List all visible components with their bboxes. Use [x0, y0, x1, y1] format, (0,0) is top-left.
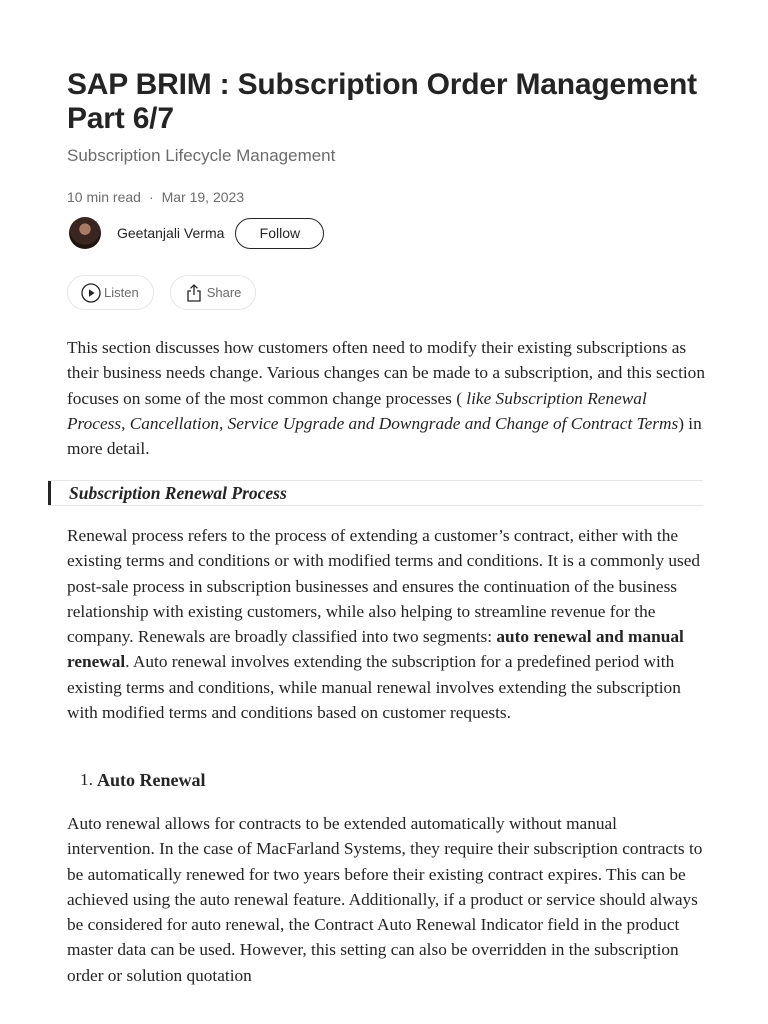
intro-paragraph	[67, 335, 707, 461]
listen-button[interactable]	[67, 275, 154, 310]
intro-text-end: ) in more detail.	[67, 413, 702, 459]
read-time: 10 min read	[67, 189, 141, 205]
intro-emphasis: like Subscription Renewal Process, Cancellation, Service Upgrade and Downgrade and Change of Contract Terms	[67, 388, 679, 433]
section-heading: Subscription Renewal Process	[69, 483, 287, 503]
play-icon	[80, 282, 102, 304]
article-title: SAP BRIM : Subscription Order Management Part 6/7	[67, 68, 697, 135]
renewal-paragraph	[67, 523, 707, 725]
renewal-bold: auto renewal and manual renewal	[67, 627, 684, 672]
list-label: Auto Renewal	[96, 770, 206, 790]
listen-label: Listen	[104, 285, 139, 300]
renewal-text-end: . Auto renewal involves extending the subscription for a predefined period with existing terms and conditions, while manual renewal involves extending the subscription with modified terms and conditions based on customer requests.	[67, 652, 681, 723]
list-item-auto-renewal	[80, 768, 205, 792]
author-name[interactable]: Geetanjali Verma	[117, 225, 225, 241]
quote-bar	[48, 481, 51, 505]
renewal-text: Renewal process refers to the process of extending a customer’s contract, either with the existing terms and conditions or with modified terms and conditions. It is a commonly used post-sale process in subscription businesses and ensures the continuation of the business relationship with existing customers, while also helping to streamline revenue for the company. Renewals are broadly classified into two segments:	[67, 526, 701, 647]
article-actions	[67, 275, 256, 310]
author-avatar[interactable]	[69, 217, 101, 249]
auto-renewal-paragraph: Auto renewal allows for contracts to be extended automatically without manual intervention. In the case of MacFarland Systems, they require their subscription contracts to be automatically renewed for two years before their existing contract expires. This can be achieved using the auto renewal feature. Additionally, if a product or service should always be considered for auto renewal, the Contract Auto Renewal Indicator field in the product master data can be used. However, this setting can also be overridden in the subscription order or solution quotation	[67, 814, 703, 985]
author-row	[67, 217, 324, 249]
intro-text: This section discusses how customers often need to modify their existing subscriptions as their business needs change. Various changes can be made to a subscription, and this section focuses on some of the most common change processes (	[67, 338, 705, 408]
share-button[interactable]	[170, 275, 257, 310]
section-heading-block	[48, 480, 703, 506]
publish-date: Mar 19, 2023	[161, 189, 245, 205]
share-icon	[183, 282, 205, 304]
article-subtitle: Subscription Lifecycle Management	[67, 146, 336, 165]
follow-button[interactable]: Follow	[235, 218, 324, 249]
share-label: Share	[206, 285, 242, 300]
article-meta	[67, 187, 244, 207]
list-number: 1.	[80, 770, 93, 789]
meta-separator: ·	[148, 189, 154, 205]
